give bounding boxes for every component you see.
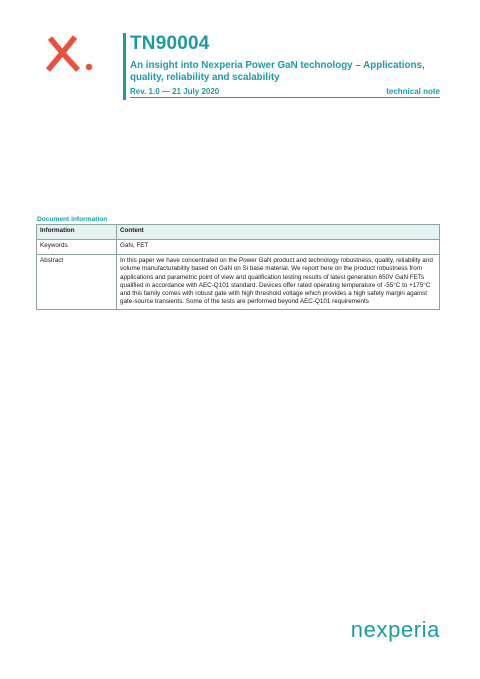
document-information-table [36,224,440,310]
table-row-keywords [37,240,440,255]
document-type: technical note [386,87,440,96]
row-value-keywords: GaN, FET [117,240,440,255]
document-title: An insight into Nexperia Power GaN technology – Applications, quality, reliability and scalability [130,60,425,83]
document-number: TN90004 [130,33,210,54]
title-accent-bar [123,33,126,100]
document-information-heading: Document information [37,216,108,223]
header-rule [130,97,440,98]
table-header-row [37,225,440,240]
nexperia-wordmark-logo: nexperia [350,617,440,642]
revision-date: Rev. 1.0 — 21 July 2020 [130,87,220,96]
table-row-abstract [37,255,440,310]
row-label-keywords: Keywords [37,240,117,255]
x-logo-dot [86,64,92,70]
column-header-information: Information [37,225,117,240]
nexperia-x-logo-icon [44,33,94,73]
column-header-content: Content [117,225,440,240]
row-label-abstract: Abstract [37,255,117,310]
row-value-abstract: In this paper we have concentrated on the Power GaN product and technology robustness, quality, reliability and volume manufacturability based on GaN on Si base material. We report here on the product robustness from applications and parametric point of view and qualification testing results of latest generation 650V GaN FETs qualified in accordance with AEC-Q101 standard. Devices offer rated operating temperature of -55°C to +175°C and this family comes with robust gate with high threshold voltage which provides a high safety margin against gate-source transients. Some of the tests are performed beyond AEC-Q101 requirements [117,255,440,310]
